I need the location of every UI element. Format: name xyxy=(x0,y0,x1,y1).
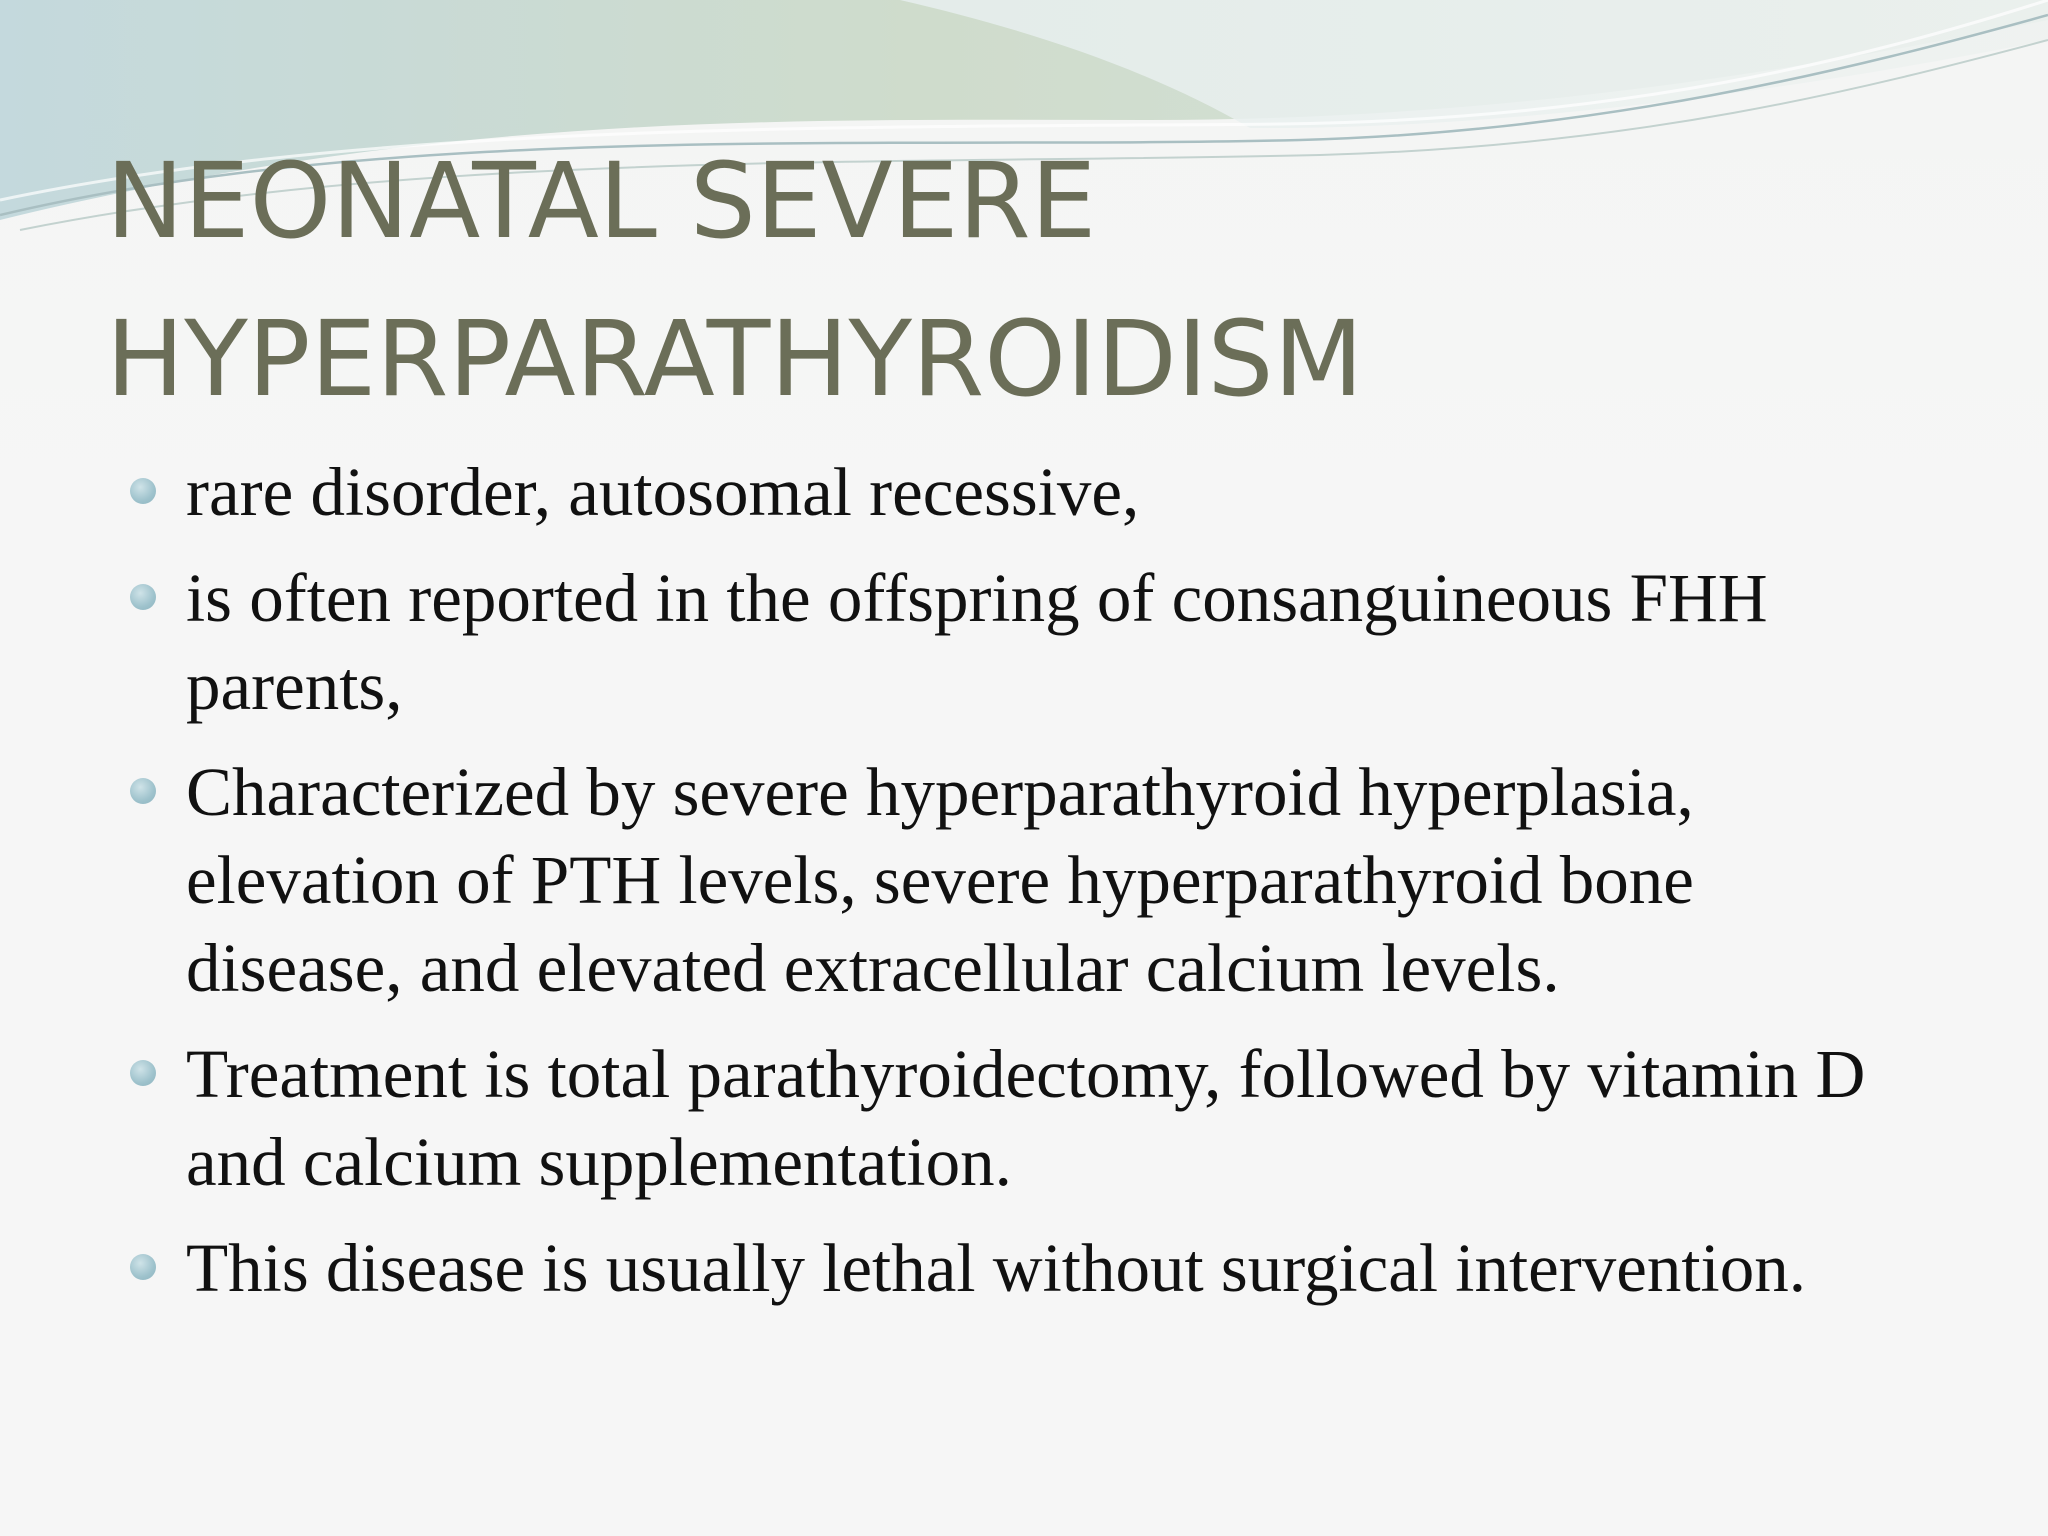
bullet-text: Characterized by severe hyperparathyroid hyperplasia, elevation of PTH levels, severe hyperparathyroid bone disease, and elevated extracellular calcium levels. xyxy=(186,754,1694,1006)
bullet-text: This disease is usually lethal without surgical intervention. xyxy=(186,1230,1806,1306)
bullet-item xyxy=(0,748,2048,1012)
bullet-item xyxy=(0,1224,2048,1312)
bullet-dot-icon xyxy=(130,1060,156,1086)
bullet-text: rare disorder, autosomal recessive, xyxy=(186,454,1140,530)
bullet-item xyxy=(0,448,2048,536)
bullet-text: is often reported in the offspring of consanguineous FHH parents, xyxy=(186,560,1768,724)
bullet-dot-icon xyxy=(130,584,156,610)
bullet-text: Treatment is total parathyroidectomy, followed by vitamin D and calcium supplementation. xyxy=(186,1036,1866,1200)
bullet-item xyxy=(0,1030,2048,1206)
slide-title xyxy=(106,122,1966,438)
slide-title-line-2: HYPERPARATHYROIDISM xyxy=(106,298,1364,420)
bullet-dot-icon xyxy=(130,478,156,504)
bullet-list xyxy=(0,448,2048,1330)
slide-title-line-1: NEONATAL SEVERE xyxy=(106,140,1097,262)
bullet-dot-icon xyxy=(130,1254,156,1280)
bullet-dot-icon xyxy=(130,778,156,804)
bullet-item xyxy=(0,554,2048,730)
